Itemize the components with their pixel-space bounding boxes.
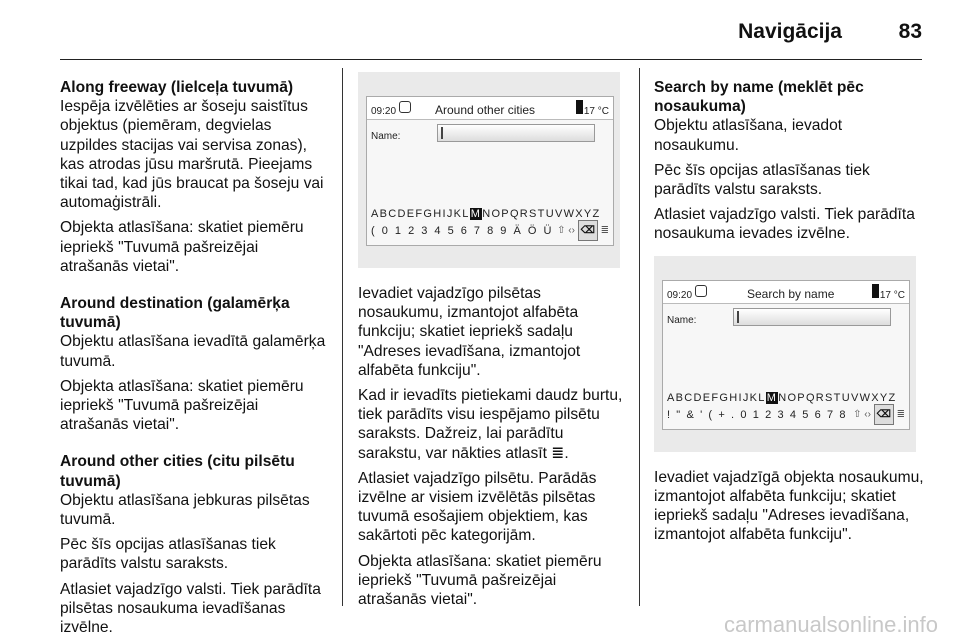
screen-title: Around other cities bbox=[435, 103, 536, 117]
column-3 bbox=[654, 78, 924, 550]
screen-titlebar bbox=[663, 281, 909, 304]
screen-temperature: 17 °C bbox=[879, 289, 905, 301]
watermark: carmanualsonline.info bbox=[723, 612, 938, 637]
name-input[interactable] bbox=[733, 308, 891, 326]
symbol-row[interactable]: ! " & ' ( + . 0 1 2 3 4 5 6 7 8 bbox=[667, 408, 848, 421]
paragraph: Atlasiet vajadzīgo valsti. Tiek parādīta pilsētas nosaukuma ievadīšanas izvēlne. bbox=[60, 580, 321, 637]
screen-titlebar bbox=[367, 97, 613, 120]
text-cursor bbox=[441, 127, 443, 139]
section-heading: Along freeway (lielceļa tuvumā) bbox=[60, 79, 294, 96]
paragraph: Objekta atlasīšana: skatiet piemēru iepriekš "Tuvumā pašreizējai atrašanās vietai". bbox=[358, 552, 602, 609]
section-heading: Search by name (meklēt pēc nosaukuma) bbox=[654, 79, 864, 116]
paragraph: Atlasiet vajadzīgo valsti. Tiek parādīta nosaukuma ievades izvēlne. bbox=[654, 206, 915, 243]
text-cursor bbox=[737, 311, 739, 323]
screen-figure-around-other-cities bbox=[358, 72, 620, 268]
clock-icon bbox=[399, 101, 411, 113]
paragraph: Objektu atlasīšana, ievadot nosaukumu. bbox=[654, 117, 843, 154]
section-heading: Around other cities (citu pilsētu tuvumā) bbox=[60, 453, 295, 490]
name-label: Name: bbox=[371, 131, 401, 142]
header-rule bbox=[60, 59, 922, 60]
column-1 bbox=[60, 78, 330, 643]
column-divider bbox=[639, 68, 640, 606]
arrows-icon: ‹› bbox=[864, 408, 871, 420]
page-header bbox=[0, 0, 960, 62]
name-input[interactable] bbox=[437, 124, 595, 142]
paragraph: Atlasiet vajadzīgo pilsētu. Parādās izvēlne ar visiem izvēlētās pilsētas tuvumā esošajiem objektiem, kas sakārtoti pēc kategorijām. bbox=[358, 469, 597, 545]
alphabet-row[interactable]: ABCDEFGHIJKLMNOPQRSTUVWXYZ bbox=[667, 391, 897, 404]
column-2 bbox=[358, 78, 626, 615]
name-label: Name: bbox=[667, 314, 697, 326]
paragraph: Iespēja izvēlēties ar šoseju saistītus objektus (piemēram, degvielas uzpildes stacijas vai servisa zonas), kas atrodas jūsu maršrutā. Pieejams tikai tad, kad jūs braucat pa šoseju vai automaģistrāli. bbox=[60, 98, 324, 212]
arrows-icon: ‹› bbox=[568, 225, 575, 236]
paragraph: Ievadiet vajadzīgā objekta nosaukumu, izmantojot alfabēta funkciju; skatiet iepriekš sadaļu "Adreses ievadīšana, izmantojot alfabēta funkciju". bbox=[654, 468, 924, 544]
control-keys[interactable] bbox=[557, 220, 609, 241]
paragraph: Objektu atlasīšana jebkuras pilsētas tuvumā. bbox=[60, 491, 310, 529]
paragraph: Objekta atlasīšana: skatiet piemēru iepriekš "Tuvumā pašreizējai atrašanās vietai". bbox=[60, 377, 304, 434]
column-divider bbox=[342, 68, 343, 606]
alphabet-row[interactable]: ABCDEFGHIJKLMNOPQRSTUVWXYZ bbox=[371, 208, 601, 220]
backspace-icon: ⌫ bbox=[874, 404, 894, 425]
screen-temperature: 17 °C bbox=[583, 106, 609, 117]
list-icon: ≣ bbox=[600, 225, 609, 236]
page-number: 83 bbox=[898, 20, 922, 43]
screen-title: Search by name bbox=[747, 286, 835, 301]
shift-icon: ⇧ bbox=[853, 408, 862, 420]
screen-time: 09:20 bbox=[371, 106, 397, 117]
symbol-row[interactable]: ( 0 1 2 3 4 5 6 7 8 9 Ä Ö Ü bbox=[371, 225, 554, 237]
control-keys[interactable] bbox=[853, 404, 905, 425]
phone-icon bbox=[872, 284, 879, 298]
device-screen bbox=[662, 280, 910, 430]
phone-icon bbox=[576, 100, 583, 114]
list-icon: ≣ bbox=[896, 408, 905, 420]
paragraph: Kad ir ievadīts pietiekami daudz burtu, tiek parādīts visu iespējamo pilsētu saraksts. Dažreiz, lai parādītu sarakstu, var nākties atlasīt ≣. bbox=[358, 387, 623, 462]
paragraph: Pēc šīs opcijas atlasīšanas tiek parādīts valstu saraksts. bbox=[60, 536, 276, 573]
paragraph: Pēc šīs opcijas atlasīšanas tiek parādīts valstu saraksts. bbox=[654, 161, 870, 199]
paragraph: Ievadiet vajadzīgo pilsētas nosaukumu, izmantojot alfabēta funkciju; skatiet iepriekš sadaļu "Adreses ievadīšana, izmantojot alfabēta funkciju". bbox=[358, 285, 581, 379]
backspace-icon: ⌫ bbox=[578, 220, 598, 241]
shift-icon: ⇧ bbox=[557, 225, 566, 236]
screen-figure-search-by-name bbox=[654, 256, 916, 452]
screen-time: 09:20 bbox=[667, 289, 693, 301]
page-title: Navigācija bbox=[738, 20, 842, 43]
paragraph: Objektu atlasīšana ievadītā galamērķa tuvumā. bbox=[60, 333, 326, 370]
section-heading: Around destination (galamērķa tuvumā) bbox=[60, 295, 290, 332]
selected-letter[interactable]: M bbox=[470, 208, 482, 220]
selected-letter[interactable]: M bbox=[766, 391, 778, 404]
device-screen bbox=[366, 96, 614, 246]
clock-icon bbox=[695, 285, 707, 297]
paragraph: Objekta atlasīšana: skatiet piemēru iepriekš "Tuvumā pašreizējai atrašanās vietai". bbox=[60, 219, 304, 275]
